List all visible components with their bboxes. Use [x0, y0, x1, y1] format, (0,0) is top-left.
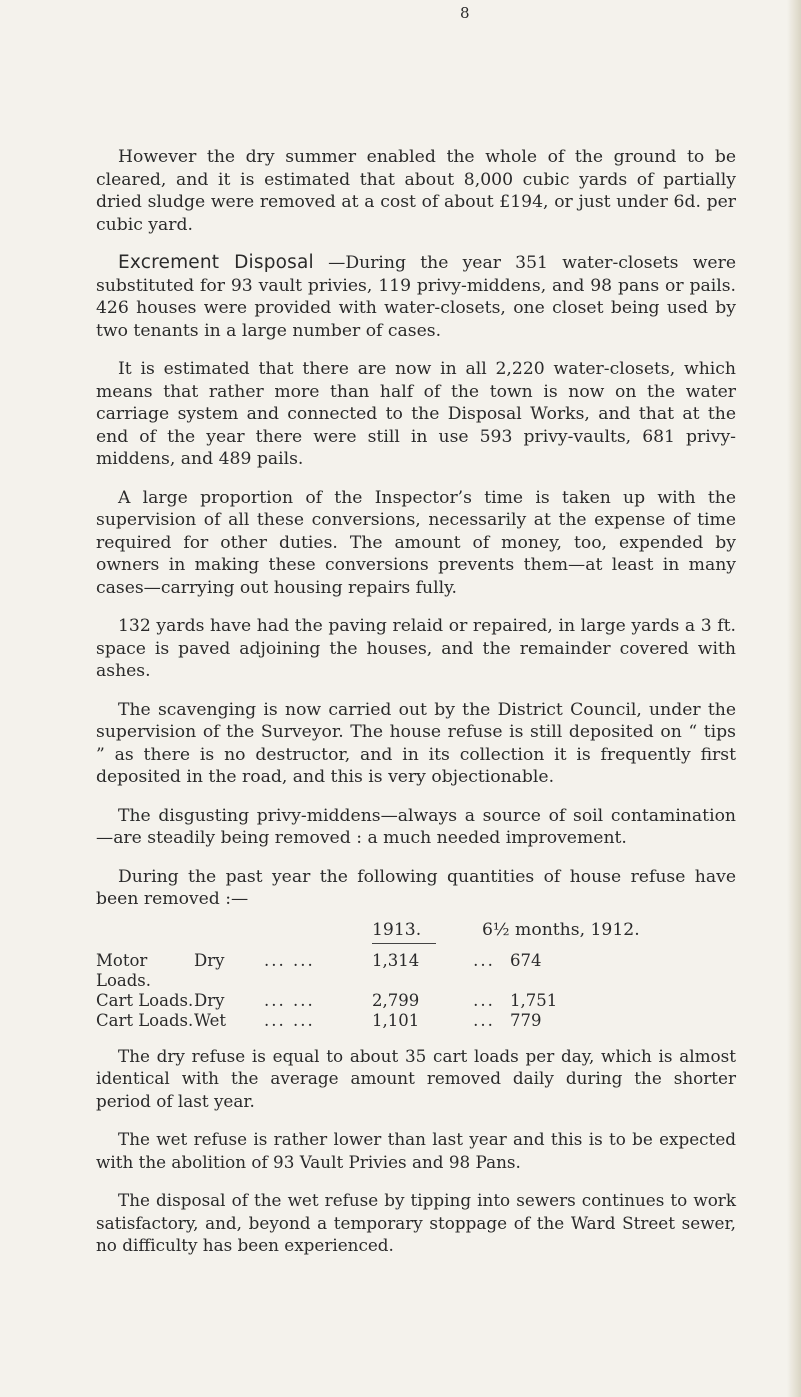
row-leader: ... ...: [264, 1010, 315, 1030]
row-type: Cart Loads.: [96, 990, 194, 1010]
paragraph-inspector: A large proportion of the Inspector’s time is taken up with the supervision of all these conversions, necessarily at the expense of time required for other duties. The amount of money, too, expended by owners in making these conversions prevents them—at least in many cases—carrying out housing repairs fully.: [96, 487, 736, 598]
section-heading: Excrement Disposal: [118, 252, 314, 273]
row-value-1912: 674: [510, 950, 542, 970]
paragraph-dry-refuse: The dry refuse is equal to about 35 cart loads per day, which is almost identical with the average amount removed daily during the shorter period of last year.: [96, 1045, 736, 1111]
paragraph-excrement-body: —During the year 351 water-closets were substituted for 93 vault privies, 119 privy-middens, and 98 pans or pails. 426 houses were provided with water-closets, one closet being used by two tenants in a large number of cases.: [96, 253, 736, 341]
table-row: [96, 991, 736, 1011]
refuse-table-header: [96, 919, 736, 949]
col-header-1913: 1913.: [372, 919, 422, 940]
paragraph-scavenging: The scavenging is now carried out by the District Council, under the supervision of the Surveyor. The house refuse is still deposited on “ tips ” as there is no destructor, and in its collection it is frequently first deposited in the road, and this is very objectionable.: [96, 699, 736, 787]
table-row: [96, 1011, 736, 1031]
page-number: 8: [460, 4, 470, 22]
paragraph-paving: 132 yards have had the paving relaid or repaired, in large yards a 3 ft. space is paved adjoining the houses, and the remainder covered with ashes.: [96, 616, 736, 681]
header-rule: [372, 943, 436, 944]
row-leader-2: ...: [473, 950, 495, 970]
row-leader-2: ...: [473, 990, 495, 1010]
row-value-1912: 779: [510, 1010, 542, 1030]
paragraph-disposal-sewers: The disposal of the wet refuse by tipping into sewers continues to work satisfactory, and, beyond a temporary stoppage of the Ward Street sewer, no difficulty has been experienced.: [96, 1190, 736, 1255]
row-value-1913: 2,799: [372, 990, 420, 1010]
row-kind: Dry: [194, 990, 225, 1010]
row-type: Cart Loads.: [96, 1010, 194, 1030]
col-header-1912: 6½ months, 1912.: [482, 919, 640, 940]
row-value-1912: 1,751: [510, 990, 558, 1010]
row-value-1913: 1,314: [372, 950, 420, 970]
document-page: [96, 0, 736, 1273]
paragraph-wet-refuse: The wet refuse is rather lower than last year and this is to be expected with the abolition of 93 Vault Privies and 98 Pans.: [96, 1129, 736, 1172]
row-type: Motor Loads.: [96, 950, 152, 990]
paragraph-refuse-intro: During the past year the following quantities of house refuse have been removed :—: [96, 866, 736, 909]
paragraph-water-closets: It is estimated that there are now in all 2,220 water-closets, which means that rather more than half of the town is now on the water carriage system and connected to the Disposal Works, and that at the end of the year there were still in use 593 privy-vaults, 681 privy-middens, and 489 pails.: [96, 359, 736, 469]
paragraph-sludge: However the dry summer enabled the whole of the ground to be cleared, and it is estimated that about 8,000 cubic yards of partially dried sludge were removed at a cost of about £194, or just under 6d. per cubic yard.: [96, 147, 736, 235]
row-kind: Dry: [194, 950, 225, 970]
refuse-table: [96, 951, 736, 1031]
closing-section: [96, 1045, 736, 1257]
paragraph-excrement-disposal: [96, 252, 736, 342]
row-kind: Wet: [194, 1010, 227, 1030]
paragraph-privy-middens: The disgusting privy-middens—always a source of soil contamination—are steadily being removed : a much needed improvement.: [96, 805, 736, 848]
row-leader: ... ...: [264, 950, 315, 970]
row-leader: ... ...: [264, 990, 315, 1010]
row-value-1913: 1,101: [372, 1010, 420, 1030]
row-leader-2: ...: [473, 1010, 495, 1030]
page-edge-shadow: [787, 0, 801, 1397]
table-row: [96, 951, 736, 991]
